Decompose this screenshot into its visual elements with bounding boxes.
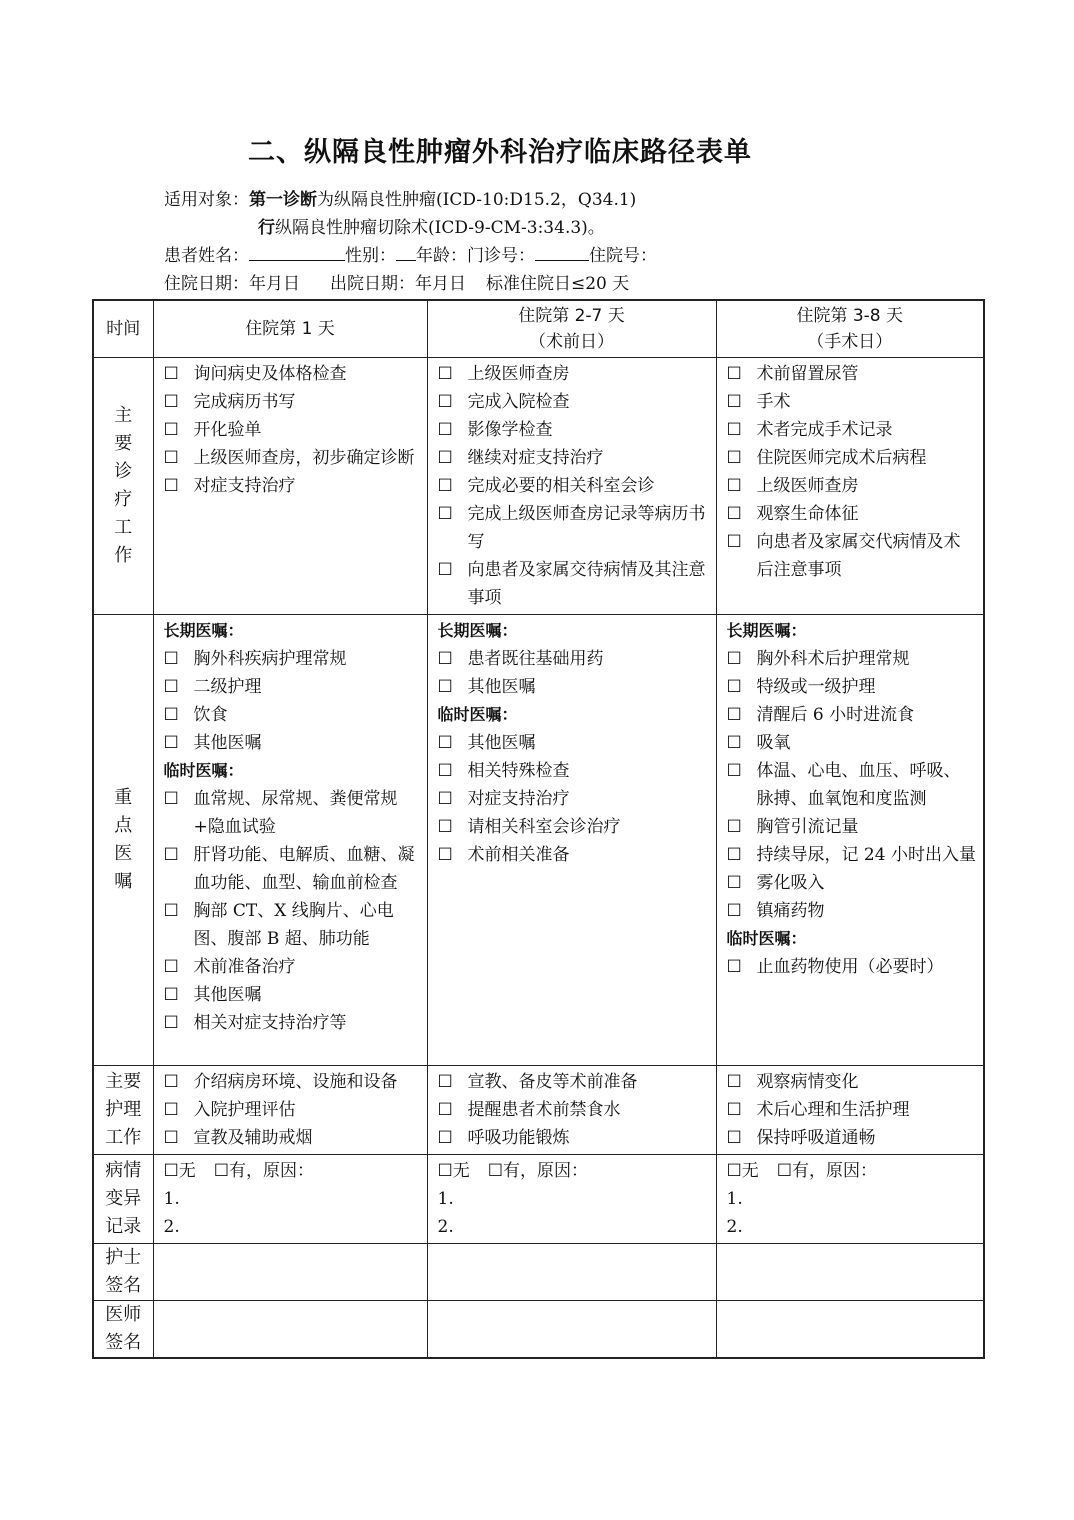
checklist-item <box>727 841 978 869</box>
checklist-item-label: 肝肾功能、电解质、血糖、凝血功能、血型、输血前检查 <box>193 845 415 893</box>
checklist-item <box>727 416 978 444</box>
checkbox[interactable]: ☐ <box>163 1013 179 1033</box>
checklist-item-label: 呼吸功能锻炼 <box>467 1128 570 1148</box>
variance-reason-2: 2. <box>726 1217 743 1237</box>
checklist-item-label: 相关对症支持治疗等 <box>193 1013 347 1033</box>
checkbox[interactable]: ☐ <box>163 649 179 669</box>
checklist-item-label: 镇痛药物 <box>756 901 825 921</box>
patient-name-label: 患者姓名： <box>164 246 249 266</box>
checklist-item-label: 术后心理和生活护理 <box>756 1100 910 1120</box>
checkbox[interactable]: ☐ <box>163 901 179 921</box>
checklist-item-label: 持续导尿，记 24 小时出入量 <box>756 845 976 865</box>
checkbox[interactable]: ☐ <box>437 1128 453 1148</box>
checklist-item-label: 术者完成手术记录 <box>756 420 893 440</box>
checklist-item-label: 住院医师完成术后病程 <box>756 448 927 468</box>
checkbox[interactable]: ☐ <box>726 392 742 412</box>
admit-date: 住院日期：年月日 <box>164 274 300 294</box>
checkbox[interactable]: ☐ <box>726 873 742 893</box>
gender-field[interactable] <box>396 242 416 261</box>
diagnosis-day-2-7 <box>427 358 716 615</box>
checklist-item-label: 相关特殊检查 <box>467 761 570 781</box>
checklist-item-label: 完成上级医师查房记录等病历书写 <box>467 504 706 552</box>
row-label-line: 作 <box>114 545 133 566</box>
checklist-item-label: 完成必要的相关科室会诊 <box>467 476 655 496</box>
checkbox[interactable]: ☐ <box>437 845 453 865</box>
long-term-orders-heading: 长期医嘱： <box>726 621 807 640</box>
checklist-item <box>438 444 710 472</box>
row-label-line: 记录 <box>105 1216 142 1237</box>
checklist-item <box>438 813 710 841</box>
checkbox[interactable]: ☐ <box>437 1100 453 1120</box>
checkbox[interactable]: ☐ <box>437 677 453 697</box>
checklist-item-label: 血常规、尿常规、粪便常规+隐血试验 <box>193 789 398 837</box>
checklist-item <box>164 673 421 701</box>
checkbox[interactable]: ☐ <box>726 845 742 865</box>
checklist-item-label: 保持呼吸道通畅 <box>756 1128 876 1148</box>
row-label-line: 诊 <box>114 461 133 482</box>
checkbox[interactable]: ☐ <box>437 817 453 837</box>
checklist-item <box>438 841 710 869</box>
gender-label: 性别： <box>345 246 396 266</box>
nurse-signature-row <box>93 1244 984 1301</box>
row-label-line: 病情 <box>105 1160 142 1181</box>
temporary-orders-heading: 临时医嘱： <box>437 705 518 724</box>
checklist-item-label: 请相关科室会诊治疗 <box>467 817 621 837</box>
header-row <box>93 300 984 358</box>
diagnosis-text: 为纵隔良性肿瘤(ICD-10:D15.2，Q34.1) <box>317 190 637 210</box>
checklist-item-label: 吸氧 <box>756 733 791 753</box>
checklist-item-label: 雾化吸入 <box>756 873 825 893</box>
row-label-line: 要 <box>114 433 133 454</box>
checklist-item <box>438 1068 710 1096</box>
checklist-item-label: 继续对症支持治疗 <box>467 448 604 468</box>
checklist-item-label: 上级医师查房 <box>756 476 859 496</box>
checkbox[interactable]: ☐ <box>726 476 742 496</box>
applicable-line-1 <box>164 186 636 214</box>
checklist-item <box>727 673 978 701</box>
nursing-row <box>93 1066 984 1155</box>
variance-yes-checkbox[interactable]: ☐有，原因： <box>487 1161 588 1181</box>
checkbox[interactable]: ☐ <box>437 392 453 412</box>
row-label-line: 签名 <box>105 1275 142 1296</box>
checklist-item <box>164 444 421 472</box>
checklist-item <box>164 981 421 1009</box>
checklist-item <box>727 953 978 981</box>
variance-yes-checkbox[interactable]: ☐有，原因： <box>213 1161 314 1181</box>
checklist-item-label: 胸外科疾病护理常规 <box>193 649 347 669</box>
checkbox[interactable]: ☐ <box>163 448 179 468</box>
checklist-item-label: 介绍病房环境、设施和设备 <box>193 1072 398 1092</box>
variance-row-label <box>93 1155 153 1244</box>
variance-reason-2: 2. <box>437 1217 454 1237</box>
procedure-prefix: 行 <box>258 218 275 238</box>
header-day-1: 住院第 1 天 <box>153 300 427 358</box>
checklist-item-label: 特级或一级护理 <box>756 677 876 697</box>
checkbox[interactable]: ☐ <box>163 420 179 440</box>
checkbox[interactable]: ☐ <box>726 677 742 697</box>
checklist-item <box>727 444 978 472</box>
temporary-orders-heading: 临时医嘱： <box>726 929 807 948</box>
row-label-line: 签名 <box>105 1332 142 1353</box>
checklist-item <box>727 388 978 416</box>
checkbox[interactable]: ☐ <box>163 957 179 977</box>
doctor-signature-day-2-7[interactable] <box>427 1301 716 1359</box>
checklist-item <box>438 556 710 612</box>
checklist-item-label: 完成入院检查 <box>467 392 570 412</box>
standard-stay: 标准住院日≤20 天 <box>486 274 630 294</box>
date-info-line <box>164 270 629 298</box>
checklist-item-label: 其他医嘱 <box>467 677 536 697</box>
checklist-item <box>727 360 978 388</box>
row-label-line: 疗 <box>114 489 133 510</box>
checklist-item-label: 对症支持治疗 <box>467 789 570 809</box>
first-diagnosis-label: 第一诊断 <box>249 190 317 210</box>
nursing-day-3-8 <box>716 1066 984 1155</box>
checklist-item <box>727 500 978 528</box>
row-label-line: 医师 <box>105 1304 142 1325</box>
orders-row <box>93 615 984 1066</box>
checklist-item-label: 清醒后 6 小时进流食 <box>756 705 915 725</box>
discharge-date: 出院日期：年月日 <box>330 274 466 294</box>
checklist-item <box>164 701 421 729</box>
row-label-line: 医 <box>114 843 133 864</box>
checklist-item <box>727 472 978 500</box>
checklist-item-label: 其他医嘱 <box>467 733 536 753</box>
row-label-line: 点 <box>114 815 133 836</box>
checkbox[interactable]: ☐ <box>163 789 179 809</box>
checkbox[interactable]: ☐ <box>437 733 453 753</box>
checkbox[interactable]: ☐ <box>437 420 453 440</box>
checklist-item <box>164 1009 421 1037</box>
checkbox[interactable]: ☐ <box>726 649 742 669</box>
checkbox[interactable]: ☐ <box>726 957 742 977</box>
checklist-item <box>164 953 421 981</box>
checklist-item-label: 患者既往基础用药 <box>467 649 604 669</box>
checkbox[interactable]: ☐ <box>437 448 453 468</box>
checklist-item <box>164 388 421 416</box>
checklist-item-label: 完成病历书写 <box>193 392 296 412</box>
checklist-item <box>164 1096 421 1124</box>
checklist-item <box>438 388 710 416</box>
checklist-item-label: 观察生命体征 <box>756 504 859 524</box>
checkbox[interactable]: ☐ <box>726 420 742 440</box>
checklist-item <box>164 729 421 757</box>
orders-day-2-7 <box>427 615 716 1066</box>
checklist-item <box>164 1068 421 1096</box>
variance-reason-1: 1. <box>163 1189 180 1209</box>
header-day-2-7-title: 住院第 2-7 天 <box>518 306 625 326</box>
variance-no-checkbox[interactable]: ☐无 <box>726 1161 759 1181</box>
row-label-line: 工作 <box>105 1127 142 1148</box>
checklist-item <box>438 645 710 673</box>
diagnosis-day-3-8 <box>716 358 984 615</box>
checklist-item-label: 术前留置尿管 <box>756 364 859 384</box>
page-title: 二、纵隔良性肿瘤外科治疗临床路径表单 <box>248 137 752 168</box>
checkbox[interactable]: ☐ <box>726 1072 742 1092</box>
applicable-line-2 <box>258 214 605 242</box>
checkbox[interactable]: ☐ <box>726 817 742 837</box>
checklist-item <box>438 500 710 556</box>
checkbox[interactable]: ☐ <box>163 1100 179 1120</box>
row-label-line: 变异 <box>105 1188 142 1209</box>
inpatient-no-label: 住院号： <box>589 246 657 266</box>
checkbox[interactable]: ☐ <box>437 1072 453 1092</box>
nurse-signature-day-1[interactable] <box>153 1244 427 1301</box>
patient-info-line <box>164 242 657 270</box>
checklist-item <box>727 813 978 841</box>
checkbox[interactable]: ☐ <box>726 504 742 524</box>
checklist-item <box>727 1124 978 1152</box>
row-label-line: 护理 <box>105 1099 142 1120</box>
doctor-signature-day-1[interactable] <box>153 1301 427 1359</box>
long-term-orders-heading: 长期医嘱： <box>437 621 518 640</box>
diagnosis-row <box>93 358 984 615</box>
checklist-item <box>727 897 978 925</box>
checklist-item <box>438 729 710 757</box>
checklist-item <box>438 416 710 444</box>
nursing-row-label <box>93 1066 153 1155</box>
checklist-item-label: 影像学检查 <box>467 420 553 440</box>
checklist-item-label: 询问病史及体格检查 <box>193 364 347 384</box>
checklist-item-label: 饮食 <box>193 705 228 725</box>
header-time: 时间 <box>93 300 153 358</box>
procedure-text: 纵隔良性肿瘤切除术(ICD-9-CM-3:34.3)。 <box>275 218 605 238</box>
doctor-signature-label <box>93 1301 153 1359</box>
checklist-item <box>164 897 421 953</box>
checklist-item <box>164 416 421 444</box>
checklist-item <box>727 528 978 584</box>
checklist-item <box>727 757 978 813</box>
checkbox[interactable]: ☐ <box>163 1128 179 1148</box>
checklist-item <box>438 785 710 813</box>
variance-day-1 <box>153 1155 427 1244</box>
long-term-orders-heading: 长期医嘱： <box>163 621 244 640</box>
diagnosis-row-label <box>93 358 153 615</box>
variance-day-3-8 <box>716 1155 984 1244</box>
variance-no-checkbox[interactable]: ☐无 <box>163 1161 196 1181</box>
checklist-item-label: 术前相关准备 <box>467 845 570 865</box>
checklist-item-label: 胸外科术后护理常规 <box>756 649 910 669</box>
header-day-2-7-sub: （术前日） <box>529 332 614 352</box>
checklist-item-label: 宣教及辅助戒烟 <box>193 1128 313 1148</box>
checkbox[interactable]: ☐ <box>726 1128 742 1148</box>
checkbox[interactable]: ☐ <box>163 845 179 865</box>
variance-yes-checkbox[interactable]: ☐有，原因： <box>776 1161 877 1181</box>
checklist-item <box>164 360 421 388</box>
checkbox[interactable]: ☐ <box>726 733 742 753</box>
checklist-item-label: 胸管引流记量 <box>756 817 859 837</box>
row-label-line: 工 <box>114 517 133 538</box>
checkbox[interactable]: ☐ <box>163 677 179 697</box>
checkbox[interactable]: ☐ <box>437 560 453 580</box>
checklist-item <box>727 869 978 897</box>
applicable-label: 适用对象： <box>164 190 249 210</box>
checkbox[interactable]: ☐ <box>726 761 742 781</box>
checklist-item-label: 开化验单 <box>193 420 262 440</box>
orders-day-1 <box>153 615 427 1066</box>
header-day-3-8 <box>716 300 984 358</box>
nurse-signature-label <box>93 1244 153 1301</box>
temporary-orders-heading: 临时医嘱： <box>163 761 244 780</box>
checklist-item-label: 上级医师查房，初步确定诊断 <box>193 448 415 468</box>
orders-day-3-8 <box>716 615 984 1066</box>
checklist-item-label: 其他医嘱 <box>193 985 262 1005</box>
checklist-item <box>438 673 710 701</box>
row-label-line: 嘱 <box>114 871 133 892</box>
variance-no-checkbox[interactable]: ☐无 <box>437 1161 470 1181</box>
checklist-item-label: 对症支持治疗 <box>193 476 296 496</box>
checklist-item <box>727 729 978 757</box>
checklist-item-label: 胸部 CT、X 线胸片、心电图、腹部 B 超、肺功能 <box>193 901 394 949</box>
checkbox[interactable]: ☐ <box>163 1072 179 1092</box>
checklist-item-label: 其他医嘱 <box>193 733 262 753</box>
orders-row-label <box>93 615 153 1066</box>
patient-name-field[interactable] <box>249 242 345 261</box>
nurse-signature-day-3-8[interactable] <box>716 1244 984 1301</box>
header-day-2-7 <box>427 300 716 358</box>
header-day-3-8-title: 住院第 3-8 天 <box>796 306 904 326</box>
nurse-signature-day-2-7[interactable] <box>427 1244 716 1301</box>
checkbox[interactable]: ☐ <box>726 705 742 725</box>
day-1-long-term-orders <box>164 645 421 757</box>
checkbox[interactable]: ☐ <box>163 733 179 753</box>
checklist-item <box>164 841 421 897</box>
diagnosis-day-1 <box>153 358 427 615</box>
checklist-item <box>727 1068 978 1096</box>
checklist-item-label: 术前准备治疗 <box>193 957 296 977</box>
checkbox[interactable]: ☐ <box>437 649 453 669</box>
doctor-signature-day-3-8[interactable] <box>716 1301 984 1359</box>
doctor-signature-row <box>93 1301 984 1359</box>
checklist-item-label: 观察病情变化 <box>756 1072 859 1092</box>
checklist-item-label: 向患者及家属交代病情及术后注意事项 <box>756 532 961 580</box>
checklist-item <box>164 645 421 673</box>
header-day-3-8-sub: （手术日） <box>807 332 893 352</box>
day-1-temporary-orders <box>164 785 421 1037</box>
checklist-item <box>164 1124 421 1152</box>
checkbox[interactable]: ☐ <box>726 901 742 921</box>
checkbox[interactable]: ☐ <box>163 392 179 412</box>
checklist-item-label: 手术 <box>756 392 791 412</box>
checkbox[interactable]: ☐ <box>726 1100 742 1120</box>
checklist-item <box>164 472 421 500</box>
nursing-day-1 <box>153 1066 427 1155</box>
checkbox[interactable]: ☐ <box>726 532 742 552</box>
day-3-8-temporary-orders <box>727 953 978 981</box>
checkbox[interactable]: ☐ <box>437 476 453 496</box>
checklist-item <box>727 645 978 673</box>
checklist-item-label: 二级护理 <box>193 677 262 697</box>
variance-row <box>93 1155 984 1244</box>
variance-day-2-7 <box>427 1155 716 1244</box>
checkbox[interactable]: ☐ <box>437 504 453 524</box>
checkbox[interactable]: ☐ <box>163 705 179 725</box>
checkbox[interactable]: ☐ <box>726 448 742 468</box>
outpatient-no-field[interactable] <box>535 242 589 261</box>
nursing-day-2-7 <box>427 1066 716 1155</box>
variance-reason-1: 1. <box>726 1189 743 1209</box>
variance-reason-1: 1. <box>437 1189 454 1209</box>
checklist-item-label: 止血药物使用（必要时） <box>756 957 944 977</box>
checklist-item <box>164 785 421 841</box>
checkbox[interactable]: ☐ <box>726 364 742 384</box>
checklist-item <box>438 757 710 785</box>
checklist-item <box>727 701 978 729</box>
row-label-line: 主要 <box>105 1071 142 1092</box>
checklist-item-label: 向患者及家属交待病情及其注意事项 <box>467 560 706 608</box>
row-label-line: 重 <box>114 787 133 808</box>
checklist-item-label: 体温、心电、血压、呼吸、脉搏、血氧饱和度监测 <box>756 761 961 809</box>
checkbox[interactable]: ☐ <box>437 789 453 809</box>
checkbox[interactable]: ☐ <box>163 985 179 1005</box>
checklist-item <box>438 1124 710 1152</box>
checklist-item-label: 入院护理评估 <box>193 1100 296 1120</box>
clinical-pathway-table <box>92 299 985 1359</box>
outpatient-no-label: 门诊号： <box>467 246 535 266</box>
checkbox[interactable]: ☐ <box>163 476 179 496</box>
checkbox[interactable]: ☐ <box>437 761 453 781</box>
checklist-item-label: 上级医师查房 <box>467 364 570 384</box>
checklist-item <box>727 1096 978 1124</box>
variance-reason-2: 2. <box>163 1217 180 1237</box>
checkbox[interactable]: ☐ <box>163 364 179 384</box>
day-2-7-temporary-orders <box>438 729 710 869</box>
checklist-item-label: 提醒患者术前禁食水 <box>467 1100 621 1120</box>
checklist-item <box>438 472 710 500</box>
row-label-line: 护士 <box>105 1247 142 1268</box>
age-label: 年龄： <box>416 246 467 266</box>
day-3-8-long-term-orders <box>727 645 978 925</box>
checklist-item-label: 宣教、备皮等术前准备 <box>467 1072 638 1092</box>
row-label-line: 主 <box>114 405 133 426</box>
day-2-7-long-term-orders <box>438 645 710 701</box>
checklist-item <box>438 360 710 388</box>
checklist-item <box>438 1096 710 1124</box>
checkbox[interactable]: ☐ <box>437 364 453 384</box>
